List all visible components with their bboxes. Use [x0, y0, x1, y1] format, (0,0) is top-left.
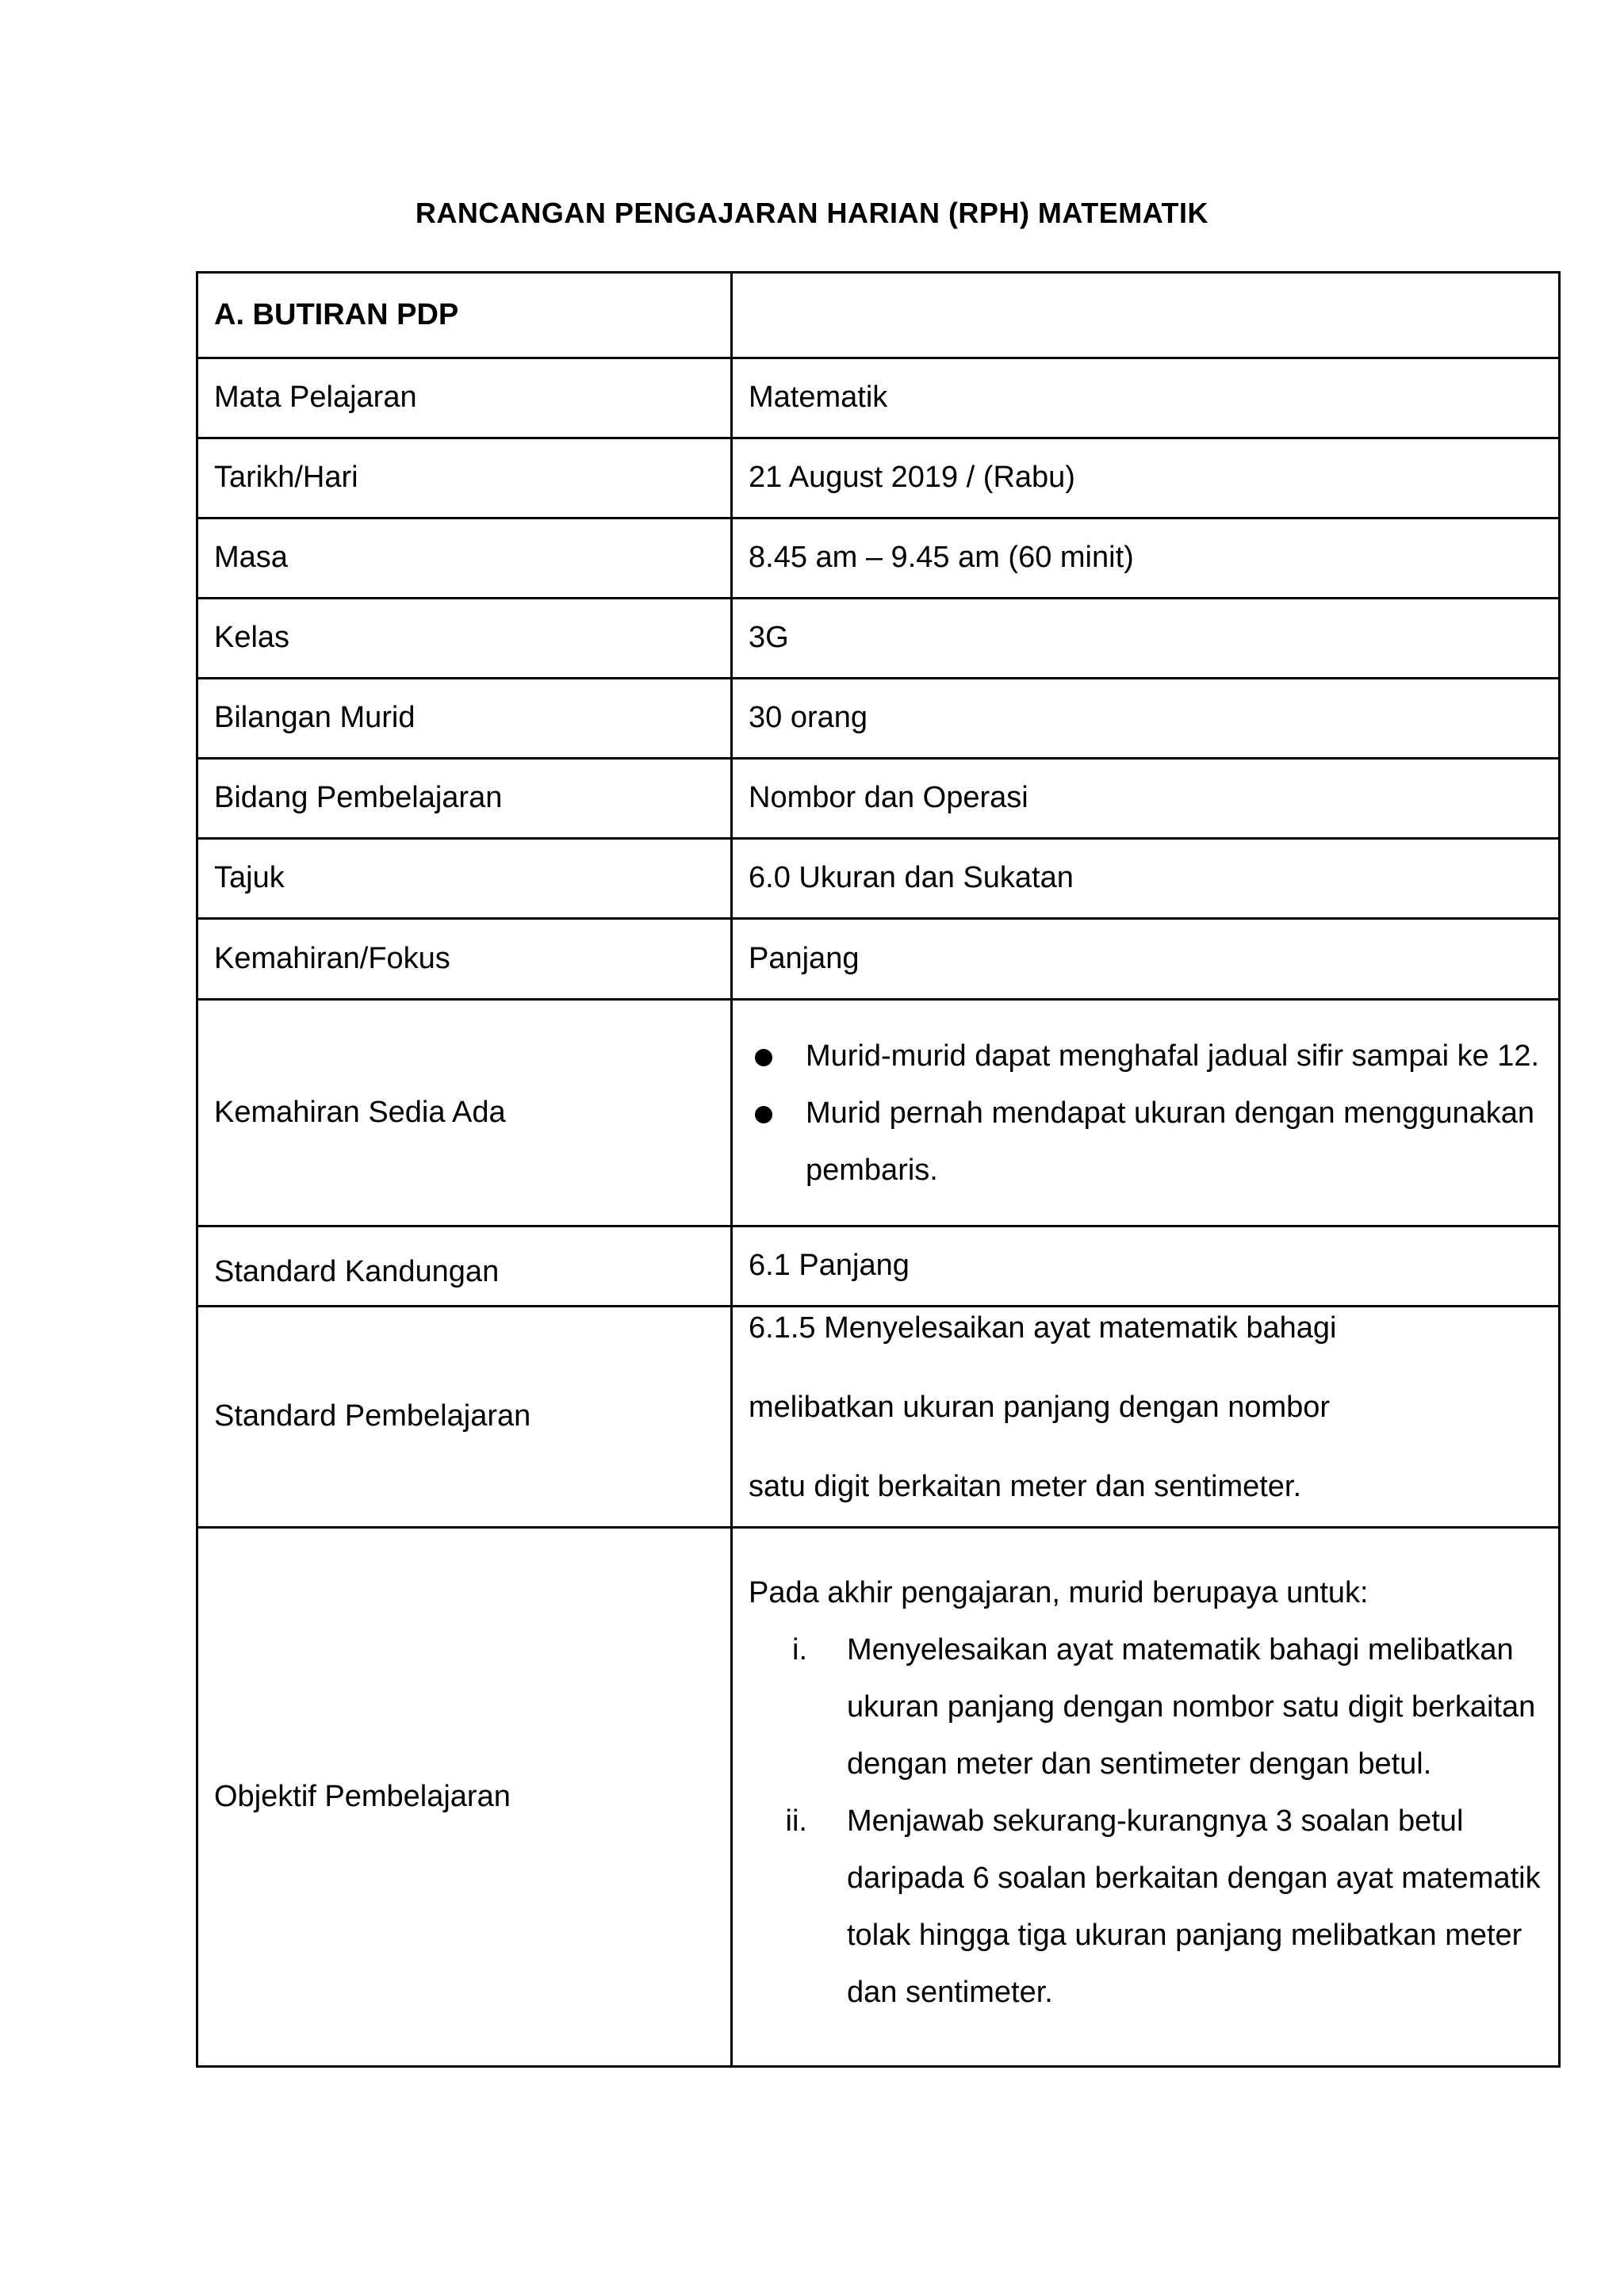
- row-value: 30 orang: [732, 679, 1560, 759]
- table-row: [197, 519, 1560, 599]
- row-label: Kemahiran/Fokus: [197, 919, 732, 1000]
- section-heading: A. BUTIRAN PDP: [197, 273, 732, 358]
- objective-list: [749, 1621, 1542, 2021]
- row-label: Standard Pembelajaran: [197, 1307, 732, 1528]
- table-row: [197, 679, 1560, 759]
- row-value: 6.1 Panjang: [732, 1226, 1560, 1307]
- list-item-text: Menyelesaikan ayat matematik bahagi melibatkan ukuran panjang dengan nombor satu digit berkaitan dengan meter dan sentimeter dengan betul.: [847, 1632, 1536, 1781]
- row-label: Mata Pelajaran: [197, 358, 732, 438]
- list-number: ii.: [785, 1804, 807, 1838]
- list-item: [749, 1621, 1542, 1793]
- row-value: 6.0 Ukuran dan Sukatan: [732, 839, 1560, 919]
- list-item-text: Murid pernah mendapat ukuran dengan menggunakan pembaris.: [806, 1096, 1534, 1187]
- text-line: melibatkan ukuran panjang dengan nombor: [749, 1391, 1331, 1424]
- row-value: 3G: [732, 599, 1560, 679]
- row-label: Objektif Pembelajaran: [197, 1528, 732, 2067]
- row-label: Kemahiran Sedia Ada: [197, 1000, 732, 1226]
- row-label: Tajuk: [197, 839, 732, 919]
- table-row: [197, 1000, 1560, 1226]
- row-label: Masa: [197, 519, 732, 599]
- list-item: [749, 1085, 1542, 1199]
- empty-cell: [732, 273, 1560, 358]
- row-value: Panjang: [732, 919, 1560, 1000]
- row-value: Matematik: [732, 358, 1560, 438]
- row-value: [732, 1528, 1560, 2067]
- table-row: [197, 1226, 1560, 1307]
- list-item: [749, 1793, 1542, 2021]
- row-label: Tarikh/Hari: [197, 438, 732, 519]
- bullet-list: [749, 1027, 1542, 1199]
- row-value: [732, 1000, 1560, 1226]
- row-value: 8.45 am – 9.45 am (60 minit): [732, 519, 1560, 599]
- list-item-text: Menjawab sekurang-kurangnya 3 soalan betul daripada 6 soalan berkaitan dengan ayat matematik tolak hingga tiga ukuran panjang melibatkan meter dan sentimeter.: [847, 1804, 1541, 2009]
- table-row: [197, 919, 1560, 1000]
- table-row: [197, 759, 1560, 839]
- text-line: satu digit berkaitan meter dan sentimeter.: [749, 1470, 1302, 1503]
- intro-text: Pada akhir pengajaran, murid berupaya untuk:: [749, 1575, 1369, 1609]
- bullet-icon: [755, 1049, 772, 1066]
- list-item-text: Murid-murid dapat menghafal jadual sifir sampai ke 12.: [806, 1039, 1540, 1073]
- row-label: Bilangan Murid: [197, 679, 732, 759]
- text-line: 6.1.5 Menyelesaikan ayat matematik bahagi: [749, 1311, 1337, 1345]
- bullet-icon: [755, 1106, 772, 1123]
- table-row: [197, 273, 1560, 358]
- row-value: 21 August 2019 / (Rabu): [732, 438, 1560, 519]
- table-row: [197, 839, 1560, 919]
- table-row: [197, 1528, 1560, 2067]
- row-label: Bidang Pembelajaran: [197, 759, 732, 839]
- row-value: [732, 1307, 1560, 1528]
- row-value: Nombor dan Operasi: [732, 759, 1560, 839]
- table-row: [197, 438, 1560, 519]
- list-number: i.: [792, 1632, 807, 1667]
- row-label: Standard Kandungan: [197, 1226, 732, 1307]
- table-row: [197, 1307, 1560, 1528]
- row-label: Kelas: [197, 599, 732, 679]
- rph-table: [196, 271, 1561, 2068]
- page-title: RANCANGAN PENGAJARAN HARIAN (RPH) MATEMATIK: [415, 197, 1209, 229]
- table-row: [197, 358, 1560, 438]
- table-row: [197, 599, 1560, 679]
- list-item: [749, 1027, 1542, 1085]
